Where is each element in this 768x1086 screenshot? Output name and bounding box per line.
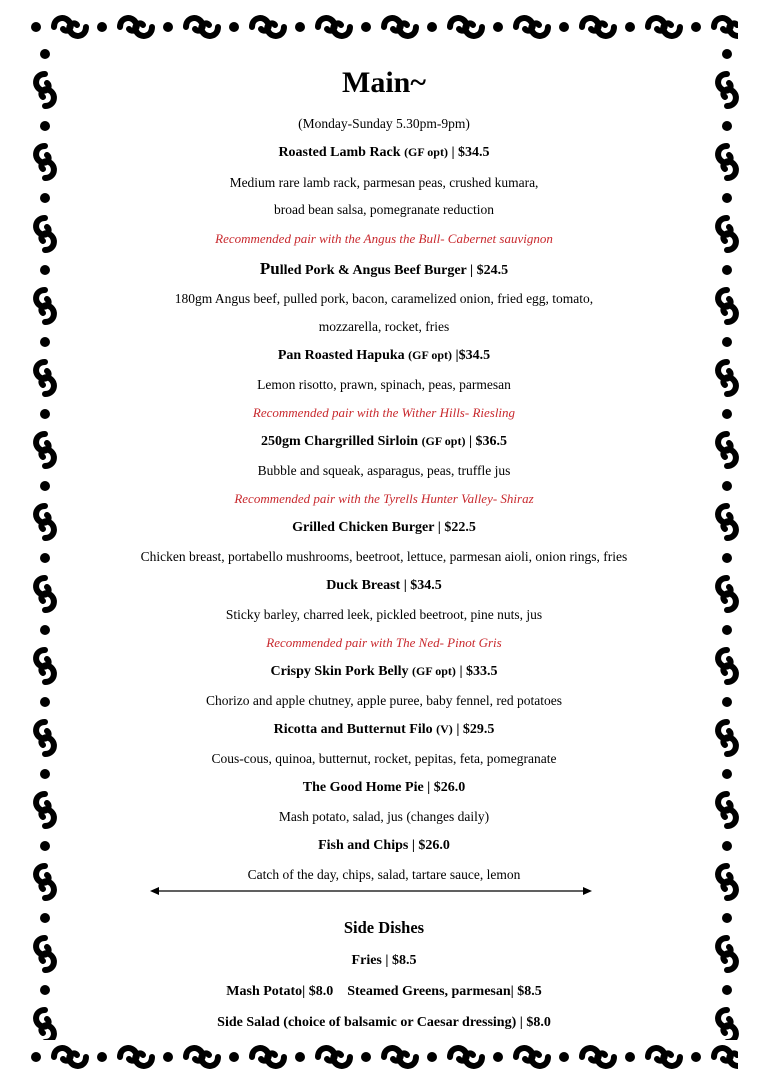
dish-name: Grilled Chicken Burger | $22.5 — [292, 520, 476, 535]
wine-pairing: Recommended pair with the Wither Hills- Riesling — [252, 405, 516, 420]
dish-name: Fish and Chips | $26.0 — [318, 838, 450, 853]
menu-title: Main~ — [342, 66, 426, 99]
dish-name: Duck Breast | $34.5 — [326, 578, 442, 593]
dish-name: The Good Home Pie | $26.0 — [302, 780, 466, 795]
wine-pairing: Recommended pair with the Angus the Bull- Cabernet sauvignon — [215, 231, 553, 246]
dish-description: mozzarella, rocket, fries — [318, 319, 450, 334]
wine-pairing: Recommended pair with the Tyrells Hunter Valley- Shiraz — [234, 491, 534, 506]
dish-name: Pulled Pork & Angus Beef Burger | $24.5 — [259, 259, 509, 278]
dish-description: Medium rare lamb rack, parmesan peas, crushed kumara, — [229, 175, 539, 190]
wine-pairing: Recommended pair with The Ned- Pinot Gris — [266, 635, 502, 650]
dish-name: Ricotta and Butternut Filo (V) | $29.5 — [273, 722, 495, 737]
dish-description: broad bean salsa, pomegranate reduction — [273, 202, 495, 217]
dish-description: Cous-cous, quinoa, butternut, rocket, pepitas, feta, pomegranate — [211, 751, 557, 766]
dish-description: Bubble and squeak, asparagus, peas, truffle jus — [257, 463, 511, 478]
dish-name: 250gm Chargrilled Sirloin (GF opt) | $36.5 — [260, 434, 508, 449]
dish-description: Sticky barley, charred leek, pickled beetroot, pine nuts, jus — [225, 607, 543, 622]
side-dish-line: Mash Potato| $8.0 Steamed Greens, parmesan| $8.5 — [226, 984, 542, 999]
side-dish-line: Side Salad (choice of balsamic or Caesar dressing) | $8.0 — [217, 1015, 551, 1030]
dish-description: Catch of the day, chips, salad, tartare sauce, lemon — [247, 867, 521, 882]
dish-description: Lemon risotto, prawn, spinach, peas, parmesan — [257, 377, 511, 392]
dish-description: Chicken breast, portabello mushrooms, beetroot, lettuce, parmesan aioli, onion rings, fries — [140, 549, 628, 564]
decorative-border-right — [712, 40, 742, 1040]
decorative-border-bottom — [30, 1040, 738, 1074]
dish-name: Roasted Lamb Rack (GF opt) | $34.5 — [278, 145, 490, 160]
dish-name: Pan Roasted Hapuka (GF opt) |$34.5 — [277, 348, 491, 363]
decorative-border-left — [30, 40, 60, 1040]
dish-description: Mash potato, salad, jus (changes daily) — [278, 809, 490, 824]
double-arrow-divider — [150, 884, 592, 898]
section-title-side-dishes: Side Dishes — [343, 918, 425, 937]
side-dish-line: Fries | $8.5 — [351, 953, 417, 968]
decorative-border-top — [30, 10, 738, 44]
dish-description: Chorizo and apple chutney, apple puree, baby fennel, red potatoes — [206, 693, 562, 708]
opening-hours: (Monday-Sunday 5.30pm-9pm) — [298, 116, 470, 131]
dish-name: Crispy Skin Pork Belly (GF opt) | $33.5 — [270, 664, 498, 679]
dish-description: 180gm Angus beef, pulled pork, bacon, caramelized onion, fried egg, tomato, — [174, 291, 594, 306]
